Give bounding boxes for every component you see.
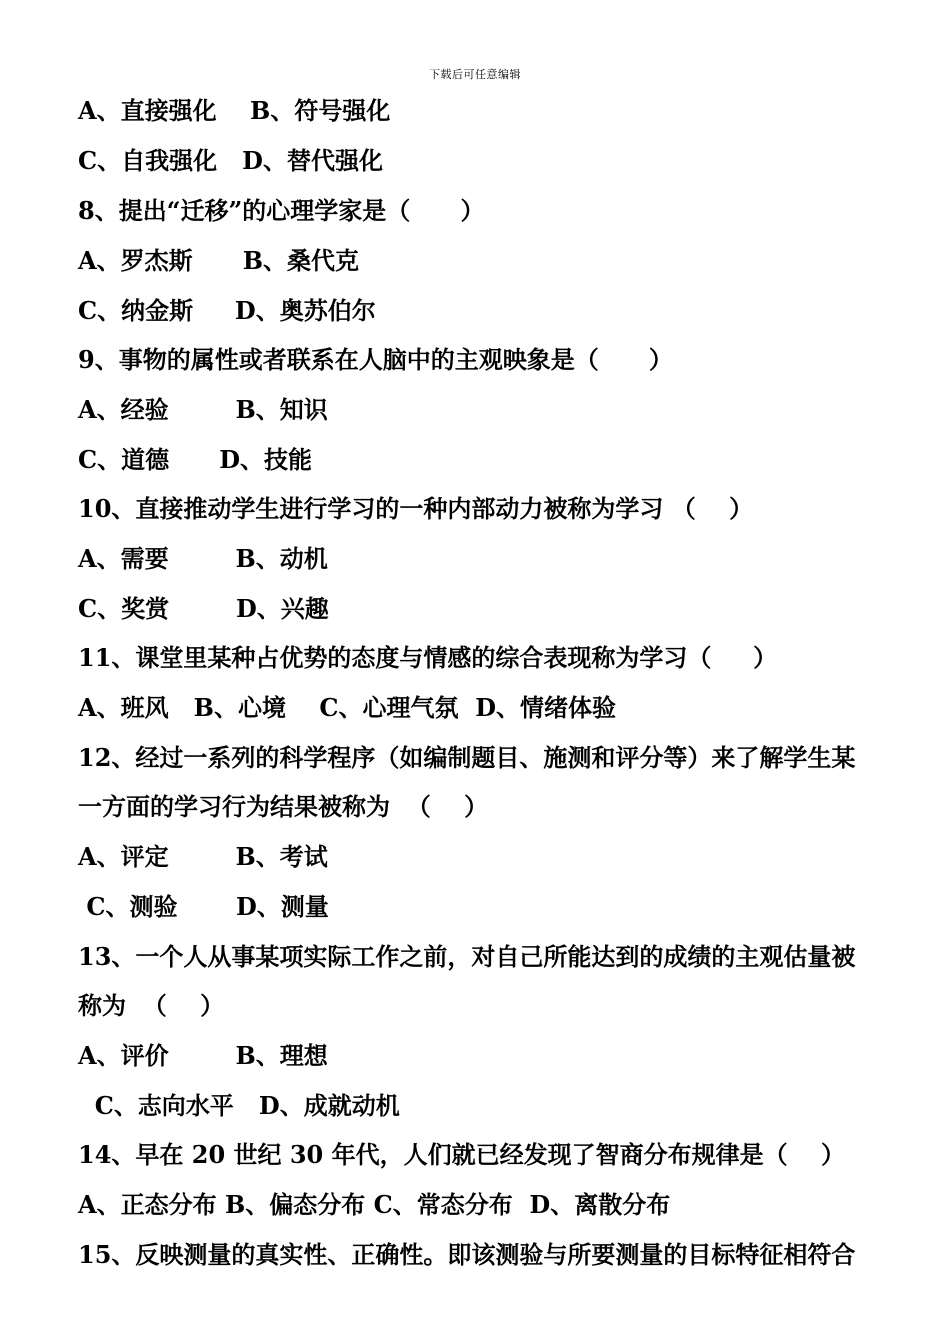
text-line: A、班风 B、心境 C、心理气氛 D、情绪体验 — [78, 693, 617, 722]
text-line: C、纳金斯 D、奥苏伯尔 — [78, 296, 376, 325]
text-line: A、评定 B、考试 — [78, 842, 328, 871]
text-line: C、奖赏 D、兴趣 — [78, 594, 329, 623]
question-line: 8、提出“迁移”的心理学家是（ ） — [78, 196, 485, 225]
text-line: A、直接强化 B、符号强化 — [78, 96, 391, 125]
question-line: 12、经过一系列的科学程序（如编制题目、施测和评分等）来了解学生某 — [78, 743, 856, 772]
text-line: A、评价 B、理想 — [78, 1041, 328, 1070]
question-line: 14、早在 20 世纪 30 年代，人们就已经发现了智商分布规律是（ ） — [78, 1140, 846, 1169]
question-line: 13、一个人从事某项实际工作之前，对自己所能达到的成绩的主观估量被 — [78, 942, 856, 971]
question-line: 称为 （ ） — [78, 991, 225, 1020]
page-header-note: 下载后可任意编辑 — [429, 68, 521, 81]
text-line: A、需要 B、动机 — [78, 544, 328, 573]
text-line: C、自我强化 D、替代强化 — [78, 146, 383, 175]
text-line: A、罗杰斯 B、桑代克 — [78, 246, 360, 275]
question-line: 9、事物的属性或者联系在人脑中的主观映象是（ ） — [78, 345, 673, 374]
question-line: 15、反映测量的真实性、正确性。即该测验与所要测量的目标特征相符合 — [78, 1240, 856, 1269]
text-line: A、正态分布 B、偏态分布 C、常态分布 D、离散分布 — [78, 1190, 671, 1219]
question-line: 10、直接推动学生进行学习的一种内部动力被称为学习 （ ） — [78, 494, 754, 523]
text-line: C、测验 D、测量 — [78, 892, 329, 921]
text-line: C、志向水平 D、成就动机 — [78, 1091, 400, 1120]
text-line: C、道德 D、技能 — [78, 445, 313, 474]
question-line: 11、课堂里某种占优势的态度与情感的综合表现称为学习（ ） — [78, 643, 778, 672]
text-line: A、经验 B、知识 — [78, 395, 328, 424]
question-line: 一方面的学习行为结果被称为 （ ） — [78, 792, 489, 821]
